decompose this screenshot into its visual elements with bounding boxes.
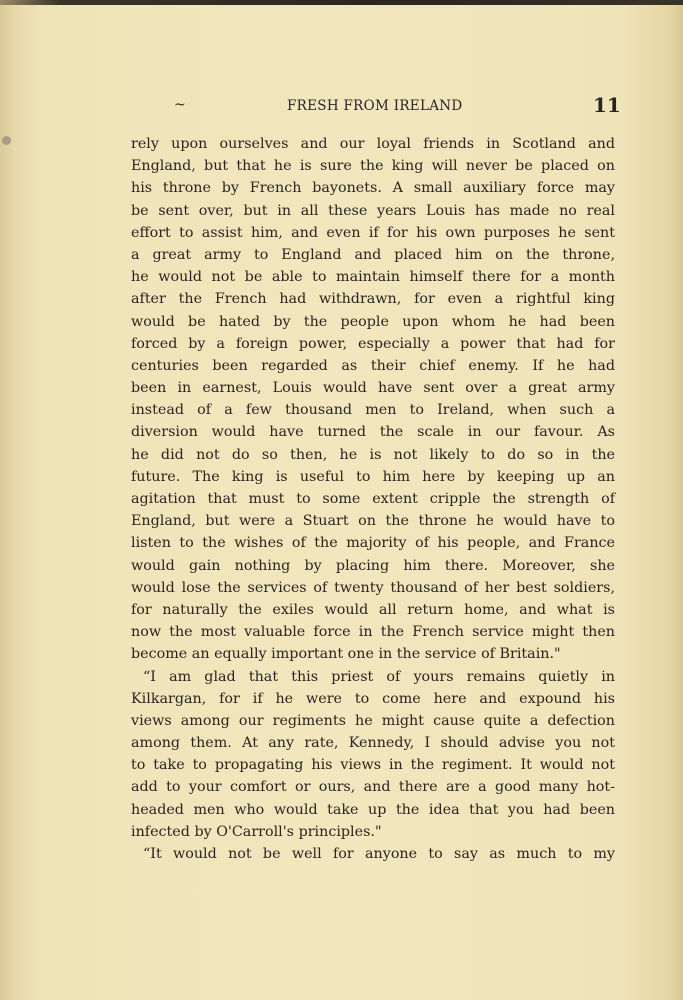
text-line: a great army to England and placed him on the throne, bbox=[131, 246, 615, 263]
text-line: he would not be able to maintain himself there for a month bbox=[131, 269, 615, 286]
text-line: be sent over, but in all these years Louis has made no real bbox=[131, 202, 615, 219]
text-line: England, but were a Stuart on the throne he would have to bbox=[131, 513, 615, 530]
text-line: after the French had withdrawn, for even a rightful king bbox=[131, 291, 615, 308]
text-line: rely upon ourselves and our loyal friends in Scotland and bbox=[131, 136, 615, 152]
text-line: forced by a foreign power, especially a power that had for bbox=[131, 335, 615, 352]
text-line: agitation that must to some extent cripple the strength of bbox=[131, 491, 615, 507]
text-line: now the most valuable force in the French service might then bbox=[131, 624, 615, 641]
text-line: for naturally the exiles would all return home, and what is bbox=[131, 601, 615, 618]
text-line: views among our regiments he might cause quite a defection bbox=[131, 712, 615, 729]
text-line: “I am glad that this priest of yours remains quietly in bbox=[143, 668, 615, 685]
running-header bbox=[0, 95, 683, 119]
text-line: listen to the wishes of the majority of his people, and France bbox=[131, 535, 615, 552]
text-line: to take to propagating his views in the regiment. It would not bbox=[131, 757, 615, 774]
text-line: would lose the services of twenty thousand of her best soldiers, bbox=[131, 579, 615, 596]
page-top-edge bbox=[0, 0, 683, 5]
text-line: infected by O'Carroll's principles." bbox=[131, 823, 382, 840]
text-line: Kilkargan, for if he were to come here and expound his bbox=[131, 690, 615, 707]
text-line: would gain nothing by placing him there. Moreover, she bbox=[131, 557, 615, 574]
text-line: his throne by French bayonets. A small auxiliary force may bbox=[131, 180, 615, 197]
text-line: England, but that he is sure the king will never be placed on bbox=[131, 158, 615, 175]
binding-hole bbox=[2, 136, 11, 145]
text-line: “It would not be well for anyone to say as much to my bbox=[143, 846, 615, 862]
text-line: become an equally important one in the service of Britain." bbox=[131, 646, 561, 663]
text-line: been in earnest, Louis would have sent over a great army bbox=[131, 380, 615, 397]
text-line: centuries been regarded as their chief enemy. If he had bbox=[131, 357, 615, 374]
text-line: add to your comfort or ours, and there are a good many hot- bbox=[131, 779, 615, 796]
text-line: future. The king is useful to him here by keeping up an bbox=[131, 468, 615, 485]
text-line: instead of a few thousand men to Ireland, when such a bbox=[131, 402, 615, 419]
text-line: would be hated by the people upon whom he had been bbox=[131, 313, 615, 330]
body-text bbox=[131, 133, 615, 865]
page-number: 11 bbox=[593, 93, 621, 117]
text-line: diversion would have turned the scale in our favour. As bbox=[131, 424, 615, 441]
header-mark: ~ bbox=[174, 97, 186, 113]
text-line: headed men who would take up the idea that you had been bbox=[131, 801, 615, 818]
text-line: among them. At any rate, Kennedy, I should advise you not bbox=[131, 735, 615, 752]
running-title: FRESH FROM IRELAND bbox=[287, 98, 463, 114]
text-line: he did not do so then, he is not likely to do so in the bbox=[131, 446, 615, 463]
text-line: effort to assist him, and even if for his own purposes he sent bbox=[131, 224, 615, 241]
